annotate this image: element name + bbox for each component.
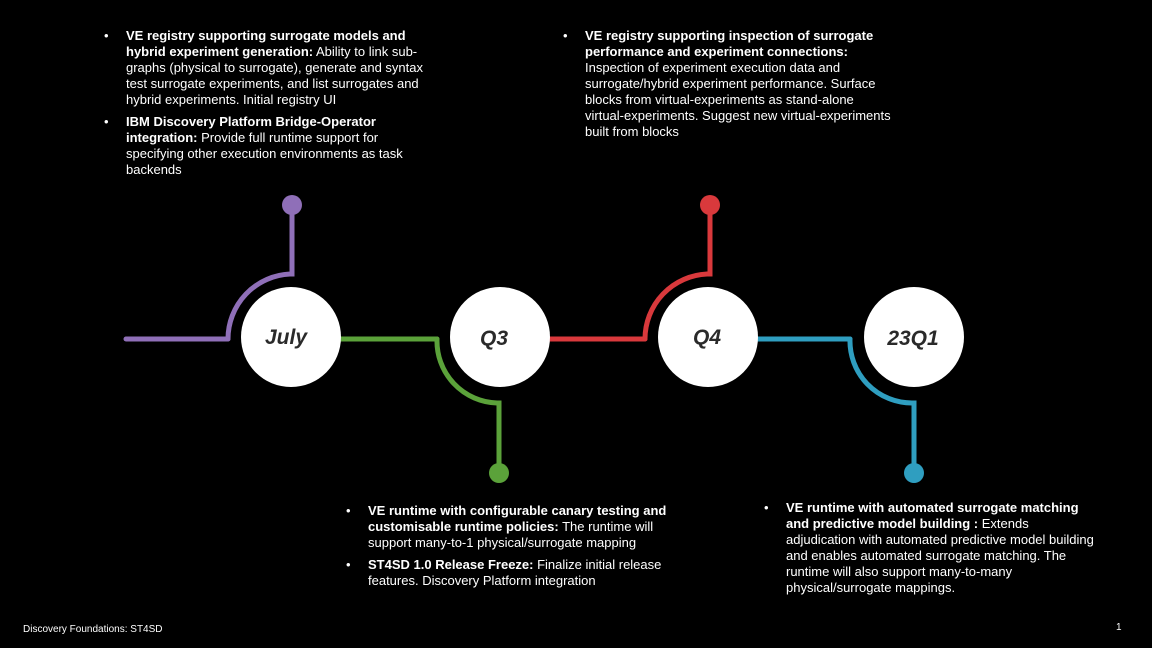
note-item: • VE runtime with configurable canary testing and customisable runtime policies: The runtime will support many-to-1 physical/surrogate mapping: [346, 503, 676, 551]
q3-branch-dot: [489, 463, 509, 483]
note-item: • ST4SD 1.0 Release Freeze: Finalize initial release features. Discovery Platform integration: [346, 557, 676, 589]
milestone-q3: [450, 287, 550, 387]
milestone-q4: [658, 287, 758, 387]
note-item: • IBM Discovery Platform Bridge-Operator integration: Provide full runtime support for specifying other execution environments as task backends: [104, 114, 434, 178]
q4-notes: [563, 28, 893, 146]
july-branch-dot: [282, 195, 302, 215]
q1-branch-dot: [904, 463, 924, 483]
q3-notes: [346, 503, 676, 595]
note-item: • VE runtime with automated surrogate matching and predictive model building : Extends adjudication with automated predictive model building and enables automated surrogate matching. The runtime will also support many-to-many physical/surrogate mappings.: [764, 500, 1094, 596]
page-number: 1: [1116, 622, 1122, 633]
milestone-july-label: July: [264, 326, 308, 349]
23q1-notes: [764, 500, 1094, 602]
milestone-q3-label: Q3: [479, 327, 509, 350]
milestone-q4-label: Q4: [692, 326, 722, 349]
milestone-23q1-label: 23Q1: [887, 327, 939, 350]
note-item: • VE registry supporting surrogate models and hybrid experiment generation: Ability to link sub-graphs (physical to surrogate), generate and syntax test surrogate experiments, and list surrogates and hybrid experiments. Initial registry UI: [104, 28, 434, 108]
july-notes: [104, 28, 434, 184]
milestone-23q1: [864, 287, 964, 387]
q4-branch-dot: [700, 195, 720, 215]
note-item: • VE registry supporting inspection of surrogate performance and experiment connections: Inspection of experiment execution data and surrogate/hybrid experiment performance. Surface blocks from virtual-experiments as stand-alone virtual-experiments. Suggest new virtual-experiments built from blocks: [563, 28, 893, 140]
footer-text: Discovery Foundations: ST4SD: [23, 624, 163, 635]
milestone-july: [241, 287, 341, 387]
